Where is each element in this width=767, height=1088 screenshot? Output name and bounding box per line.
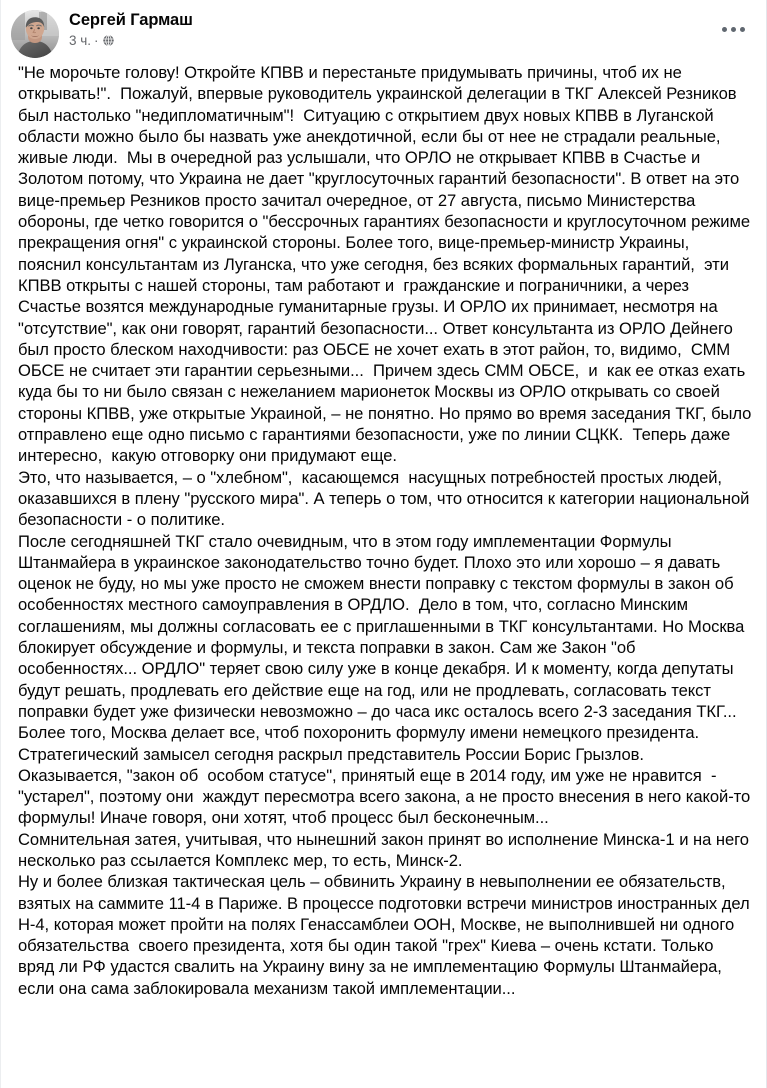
- ellipsis-dot: [740, 27, 745, 32]
- post-body: [1, 58, 766, 999]
- post-paragraph: Сомнительная затея, учитывая, что нынешний закон принят во исполнение Минска-1 и на него несколько раз ссылается Комплекс мер, то есть, Минск-2.: [18, 829, 754, 870]
- ellipsis-dot: [722, 27, 727, 32]
- post-header-text: [69, 9, 193, 49]
- post-paragraph: После сегодняшней ТКГ стало очевидным, что в этом году имплементации Формулы Штанмайера в украинское законодательство точно будет. Плохо это или хорошо – я давать оценок не буду, но мы уже просто не сможем внести поправку с текстом формулы в закон об особенностях местного самоуправления в ОРДЛО. Дело в том, что, согласно Минским соглашениям, мы должны согласовать ее с приглашенными в ТКГ консультантами. Но Москва блокирует обсуждение и формулы, и текста поправки в закон. Сам же Закон "об особенностях... ОРДЛО" теряет свою силу уже в конце декабря. И к моменту, когда депутаты будут решать, продлевать его действие еще на год, или не продлевать, согласовать текст поправки будет уже физически невозможно – до часа икс осталось всего 2-3 заседания ТКГ...: [18, 531, 749, 721]
- post-header: [1, 0, 766, 58]
- avatar[interactable]: [11, 10, 59, 58]
- globe-icon[interactable]: [102, 34, 115, 47]
- post-meta: [69, 32, 193, 49]
- author-name[interactable]: Сергей Гармаш: [69, 11, 193, 29]
- post-options-button[interactable]: [718, 22, 748, 36]
- post-paragraph: Это, что называется, – о "хлебном", касающемся насущных потребностей простых людей, оказавшихся в плену "русского мира". А теперь о том, что относится к категории национальной безопасности - о политике.: [18, 467, 755, 530]
- post-paragraph: "Не морочьте голову! Откройте КПВВ и перестаньте придумывать причины, чтоб их не открывать!". Пожалуй, впервые руководитель украинской делегации в ТКГ Алексей Резников был настолько "недипломатичным"! Ситуацию с открытием двух новых КПВВ в Луганской области можно было бы назвать уже анекдотичной, если бы от нее не страдали реальные, живые люди. Мы в очередной раз услышали, что ОРЛО не открывает КПВВ в Счастье и Золотом потому, что Украина не дает "круглосуточных гарантий безопасности". В ответ на это вице-премьер Резников просто зачитал очередное, от 27 августа, письмо Министерства обороны, где четко говорится о "бессрочных гарантиях безопасности и круглосуточном режиме прекращения огня" с украинской стороны. Более того, вице-премьер-министр Украины, пояснил консультантам из Луганска, что уже сегодня, без всяких формальных гарантий, эти КПВВ открыты с нашей стороны, там работают и гражданские и пограничники, а через Счастье возятся международные гуманитарные грузы. И ОРЛО их принимает, несмотря на "отсутствие", как они говорят, гарантий безопасности... Ответ консультанта из ОРЛО Дейнего был просто блеском находчивости: раз ОБСЕ не хочет ехать в этот район, то, видимо, СММ ОБСЕ не считает эти гарантии серьезными... Причем здесь СММ ОБСЕ, и как ее отказ ехать куда бы то ни было связан с нежеланием марионеток Москвы из ОРЛО открывать со своей стороны КПВВ, уже открытые Украиной, – не понятно. Но прямо во время заседания ТКГ, было отправлено еще одно письмо с гарантиями безопасности, уже по линии СЦКК. Теперь даже интересно, какую отговорку они придумают еще.: [18, 63, 756, 466]
- ellipsis-dot: [731, 27, 736, 32]
- post-timestamp[interactable]: 3 ч.: [69, 33, 92, 48]
- post-paragraph: Более того, Москва делает все, чтоб похоронить формулу имени немецкого президента. Стратегический замысел сегодня раскрыл представитель России Борис Грызлов. Оказывается, "закон об особом статусе", принятый еще в 2014 году, им уже не нравится - "устарел", поэтому они жаждут пересмотра всего закона, а не просто внесения в него какой-то формулы! Иначе говоря, они хотят, чтоб процесс был бесконечным...: [18, 723, 755, 828]
- post-paragraph: Ну и более близкая тактическая цель – обвинить Украину в невыполнении ее обязательств, взятых на саммите 11-4 в Париже. В процессе подготовки встречи министров иностранных дел Н-4, которая может пройти на полях Генассамблеи ООН, Москве, не выполнившей ни одного обязательства своего президента, хотя бы один такой "грех" Киева – очень кстати. Только вряд ли РФ удастся свалить на Украину вину за не имплементацию Формулы Штанмайера, если она сама заблокировала механизм такой имплементации...: [18, 872, 755, 998]
- meta-separator: ·: [94, 33, 99, 48]
